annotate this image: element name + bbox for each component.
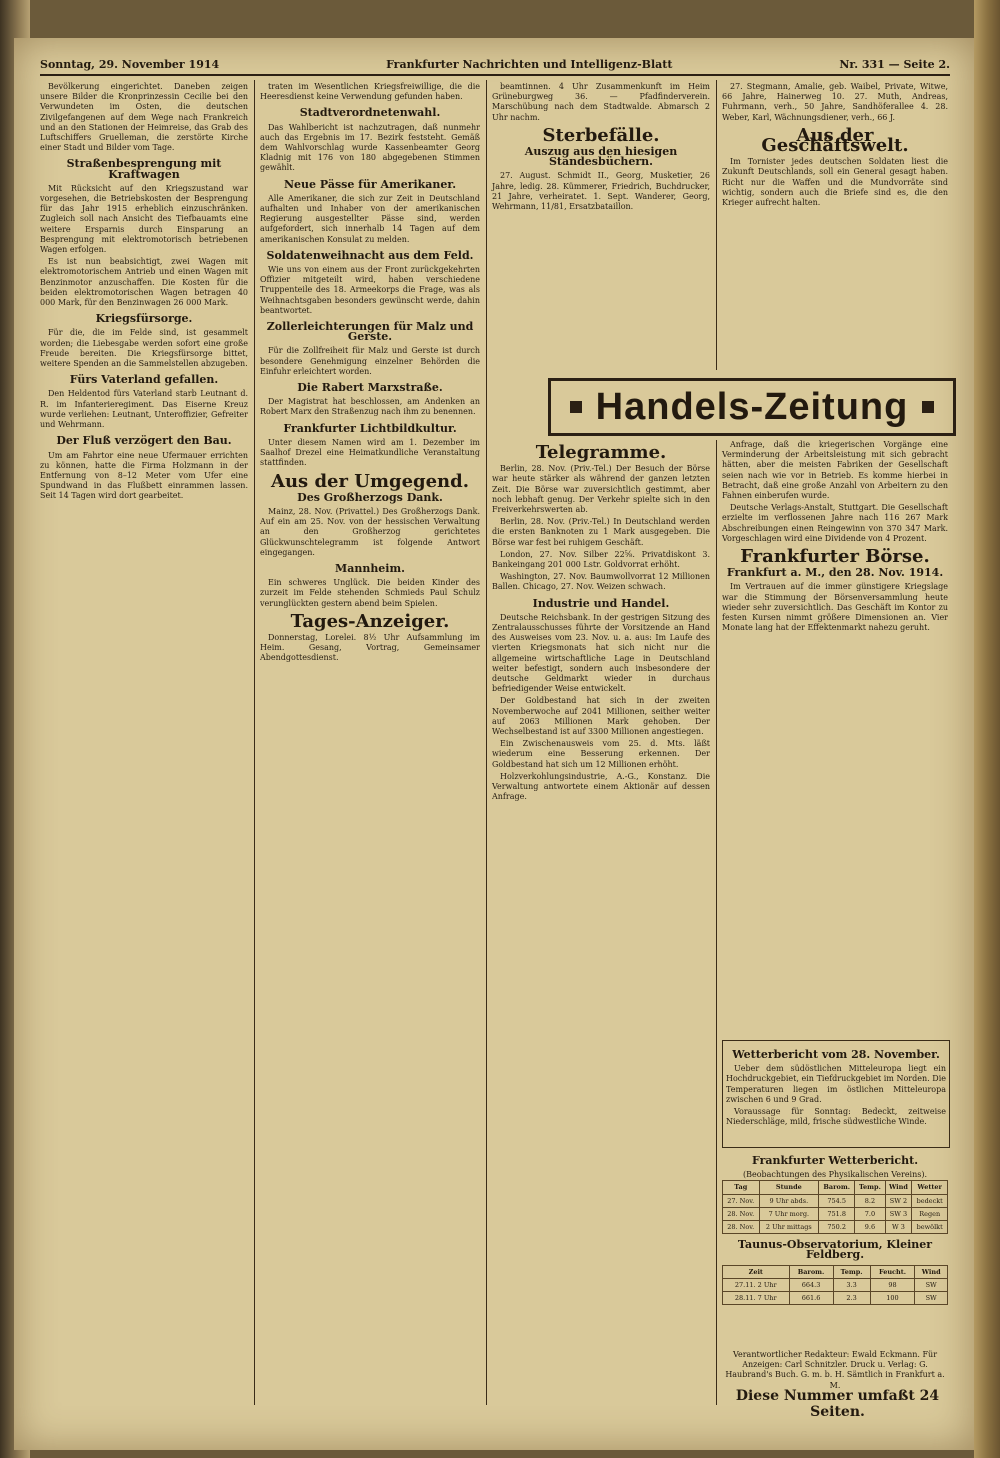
taunus-table-header-cell: Barom. xyxy=(789,1265,833,1278)
section-heading-umgegend: Aus der Umgegend. xyxy=(271,470,469,492)
weather-forecast: Voraussage für Sonntag: Bedeckt, zeitweise Niederschläge, mild, frische südwestliche Winde. xyxy=(726,1107,946,1127)
weather-table-cell: 2 Uhr mittags xyxy=(759,1221,819,1234)
weather-report-box xyxy=(722,1040,950,1148)
col2-heading: Soldatenweihnacht aus dem Feld. xyxy=(266,248,474,262)
col2-paragraph: Donnerstag, Lorelei. 8½ Uhr Aufsammlung im Heim. Gesang, Vortrag, Gemeinsamer Abendgottesdienst. xyxy=(260,632,480,663)
col4-paragraph: Im Tornister jedes deutschen Soldaten liest die Zukunft Deutschlands, soll ein General gesagt haben. Richt nur die Waffen und die Mundvorräte sind wichtig, sondern auch die Briefe sind es, die den Krieger aufrecht halten. xyxy=(722,157,948,208)
col2-heading: Die Rabert Marxstraße. xyxy=(297,381,443,395)
taunus-table-header-cell: Wind xyxy=(915,1265,948,1278)
weather-table-cell: W 3 xyxy=(885,1221,912,1234)
col2-paragraph: Unter diesem Namen wird am 1. Dezember im Saalhof Drezel eine Heimatkundliche Veranstaltung stattfinden. xyxy=(260,437,480,468)
weather-table-cell: 28. Nov. xyxy=(723,1221,760,1234)
col5-paragraph: Berlin, 28. Nov. (Priv.-Tel.) Der Besuch der Börse war heute stärker als während der ganzen letzten Zeit. Die Börse war zuversichtlich gestimmt, aber noch lebhaft genug. Der Verkehr spielte sich in den Freiverkehrswerten ab. xyxy=(492,464,710,515)
taunus-table-cell: 27.11. 2 Uhr xyxy=(723,1278,790,1291)
column-4 xyxy=(722,82,948,372)
column-1 xyxy=(40,82,248,1402)
section-heading-sterbefaelle: Sterbefälle. xyxy=(542,124,660,146)
col2-paragraph: Alle Amerikaner, die sich zur Zeit in Deutschland aufhalten und Inhaber von der amerikanischen Regierung ausgestellter Pässe sind, werden aufgefordert, sich innerhalb 14 Tagen auf dem amerikanischen Konsulat zu melden. xyxy=(260,193,480,244)
column-rule xyxy=(486,80,487,1405)
taunus-table-row xyxy=(723,1278,948,1291)
weather-table-header-cell: Wetter xyxy=(912,1181,948,1194)
weather-table-cell: 8.2 xyxy=(855,1194,885,1207)
weather-table-cell: 751.8 xyxy=(819,1207,855,1220)
banner-title: Handels-Zeitung xyxy=(595,385,909,428)
column-2 xyxy=(260,82,480,1402)
taunus-table-header-cell: Zeit xyxy=(723,1265,790,1278)
col1-paragraph: Mit Rücksicht auf den Kriegszustand war vorgesehen, die Betriebskosten der Besprengung für das Jahr 1915 erheblich einzuschränken. Zugleich soll nach Ansicht des Tiefbauamts eine weitere Ersparnis durch Einsparung an Besprengung mit elektromotorisch betriebenen Wagen erfolgen. xyxy=(40,183,248,255)
taunus-table-row xyxy=(723,1292,948,1305)
col2-paragraph: Das Wahlbericht ist nachzutragen, daß nunmehr auch das Ergebnis im 17. Bezirk feststeht. Gemäß dem Wahlvorschlag wurde Kassenbeamter Georg Kladnig mit 176 von 180 abgegebenen Stimmen gewählt. xyxy=(260,122,480,173)
taunus-table-cell: 100 xyxy=(870,1292,915,1305)
col2-paragraph: Für die Zollfreiheit für Malz und Gerste ist durch besondere Genehmigung einzelner Behörden die Einfuhr erleichtert worden. xyxy=(260,346,480,376)
col1-heading: Der Fluß verzögert den Bau. xyxy=(56,434,232,448)
column-5 xyxy=(492,440,710,1405)
weather-station-section xyxy=(722,1150,948,1303)
col6-paragraph: Deutsche Verlags-Anstalt, Stuttgart. Die Gesellschaft erzielte im verflossenen Jahre nach 116 267 Mark Abschreibungen einen Reingewinn von 370 347 Mark. Vorgeschlagen wird eine Dividende von 4 Prozent. xyxy=(722,503,948,543)
weather-table-cell: 750.2 xyxy=(819,1221,855,1234)
weather-table-header-cell: Wind xyxy=(885,1181,912,1194)
weather-table-row xyxy=(723,1221,948,1234)
page-header xyxy=(40,58,950,76)
col6-paragraph: Im Vertrauen auf die immer günstigere Kriegslage war die Stimmung der Börsenversammlung heute wieder sehr zuversichtlich. Das Geschäft im Kontor zu festen Kursen nimmt größere Dimensionen an. Vier Monate lang hat der Effektenmarkt nahezu geruht. xyxy=(722,582,948,633)
col5-paragraph: Der Goldbestand hat sich in der zweiten Novemberwoche auf 2041 Millionen, seither weiter auf 2063 Millionen Mark gehoben. Der Wechselbestand ist auf 3300 Millionen angestiegen. xyxy=(492,696,710,737)
section-heading-tagesanzeiger: Tages-Anzeiger. xyxy=(290,610,450,632)
taunus-table-cell: 2.3 xyxy=(833,1292,870,1305)
column-3 xyxy=(492,82,710,372)
col2-paragraph: Mainz, 28. Nov. (Privattel.) Des Großherzogs Dank. Auf ein am 25. Nov. von der hessischen Verwaltung an den Großherzog gerichtetes Glückwunschtelegramm ist folgende Antwort eingegangen. xyxy=(260,506,480,557)
taunus-heading: Taunus-Observatorium, Kleiner Feldberg. xyxy=(737,1238,933,1262)
weather-table-cell: 9 Uhr abds. xyxy=(759,1194,819,1207)
col6-paragraph: Anfrage, daß die kriegerischen Vorgänge eine Verminderung der Arbeitsleistung mit sich gebracht hätten, aber die meisten Fabriken der Gesellschaft seien nach wie vor in Betrieb. Es komme hierbei in Betracht, daß eine große Anzahl von Arbeitern zu den Fahnen einberufen wurde. xyxy=(722,440,948,501)
editor-line: Verantwortlicher Redakteur: Ewald Eckmann. Für Anzeigen: Carl Schnitzler. Druck u. Verlag: G. Haubrand's Buch. G. m. b. H. Sämtlich in Frankfurt a. M. xyxy=(725,1350,945,1390)
col1-heading: Kriegsfürsorge. xyxy=(95,312,193,326)
col5-heading: Industrie und Handel. xyxy=(532,596,670,610)
page-edge xyxy=(974,0,1000,1458)
weather-body: Ueber dem südöstlichen Mitteleuropa liegt ein Hochdruckgebiet, ein Tiefdruckgebiet im Norden. Die Temperaturen liegen im östlichen Mitteleuropa zwischen 6 und 9 Grad. xyxy=(726,1064,946,1104)
station-heading: Frankfurter Wetterbericht. xyxy=(751,1154,919,1167)
column-rule xyxy=(716,440,717,1405)
weather-table-cell: 754.5 xyxy=(819,1194,855,1207)
header-title: Frankfurter Nachrichten und Intelligenz-Blatt xyxy=(386,58,673,71)
col5-paragraph: Deutsche Reichsbank. In der gestrigen Sitzung des Zentralausschusses führte der Vorsitzende an Hand des Ausweises vom 23. Nov. u. a. aus: Im Laufe des vierten Kriegsmonats hat sich nicht nur die allgemeine wirtschaftliche Lage in Deutschland weiter befestigt, sondern auch insbesondere der deutsche Geldmarkt wieder in durchaus befriedigender Weise entwickelt. xyxy=(492,612,710,694)
taunus-table xyxy=(722,1265,948,1306)
weather-table-cell: 28. Nov. xyxy=(723,1207,760,1220)
col5-paragraph: Ein Zwischenausweis vom 25. d. Mts. läßt wiederum eine Besserung erkennen. Der Goldbestand hat sich um 12 Millionen erhöht. xyxy=(492,739,710,769)
weather-table-row xyxy=(723,1207,948,1220)
weather-table-header-cell: Tag xyxy=(723,1181,760,1194)
taunus-table-header-cell: Temp. xyxy=(833,1265,870,1278)
weather-table-cell: SW 3 xyxy=(885,1207,912,1220)
taunus-table-cell: 3.3 xyxy=(833,1278,870,1291)
col1-paragraph: Es ist nun beabsichtigt, zwei Wagen mit elektromotorischem Antrieb und einen Wagen mit Benzinmotor anzuschaffen. Die Kosten für die beiden elektromotorischen Wagen betragen 40 000 Mark, für den Benzinwagen 26 000 Mark. xyxy=(40,257,248,308)
weather-table-cell: SW 2 xyxy=(885,1194,912,1207)
weather-table-cell: bedeckt xyxy=(912,1194,948,1207)
taunus-table-cell: 98 xyxy=(870,1278,915,1291)
col4-intro: 27. Stegmann, Amalie, geb. Waibel, Private, Witwe, 66 Jahre, Hainerweg 10. 27. Muth, Andreas, Fuhrmann, verh., 50 Jahre, Sandhöferallee 4. 28. Weber, Karl, Wächnungsdiener, verh., 66 J. xyxy=(722,82,948,122)
imprint xyxy=(722,1350,948,1390)
col2-heading: Stadtverordnetenwahl. xyxy=(299,106,441,120)
col5-paragraph: Berlin, 28. Nov. (Priv.-Tel.) In Deutschland werden die ersten Banknoten zu 1 Mark ausgegeben. Die Börse war fest bei ruhigem Geschäft. xyxy=(492,517,710,547)
taunus-table-cell: 661.6 xyxy=(789,1292,833,1305)
col1-paragraph: Für die, die im Felde sind, ist gesammelt worden; die Liebesgabe werden sofort eine große Freude bereiten. Die Kriegsfürsorge bittet, weitere Spenden an die Sammelstellen abzugeben. xyxy=(40,328,248,369)
section-heading-boerse: Frankfurter Börse. xyxy=(740,546,930,568)
weather-table xyxy=(722,1180,948,1234)
col2-subheading: Des Großherzogs Dank. xyxy=(297,490,443,504)
header-date: Sonntag, 29. November 1914 xyxy=(40,58,220,71)
section-heading-telegramme: Telegramme. xyxy=(535,442,667,463)
col5-paragraph: Holzverkohlungsindustrie, A.-G., Konstanz. Die Verwaltung antwortete einem Aktionär auf dessen Anfrage. xyxy=(492,771,710,802)
col2-paragraph: Der Magistrat hat beschlossen, am Andenken an Robert Marx den Straßenzug nach ihm zu benennen. xyxy=(260,397,480,417)
col1-paragraph: Um am Fahrtor eine neue Ufermauer errichten zu können, hatte die Firma Holzmann in der Entfernung von 8–12 Meter vom Ufer eine Spundwand in das Flußbett einrammen lassen. Seit 14 Tagen wird dort gearbeitet. xyxy=(40,450,248,501)
col6-subheading: Frankfurt a. M., den 28. Nov. 1914. xyxy=(726,566,944,580)
col1-heading: Straßenbesprengung mit Kraftwagen xyxy=(66,157,222,181)
col2-heading: Neue Pässe für Amerikaner. xyxy=(283,177,457,191)
handels-zeitung-banner xyxy=(548,378,956,436)
col2-heading: Frankfurter Lichtbildkultur. xyxy=(283,421,457,435)
station-subheading: (Beobachtungen des Physikalischen Vereins). xyxy=(742,1170,928,1180)
taunus-table-header-cell: Feucht. xyxy=(870,1265,915,1278)
column-rule xyxy=(716,80,717,370)
taunus-table-cell: SW xyxy=(915,1278,948,1291)
taunus-table-cell: 28.11. 7 Uhr xyxy=(723,1292,790,1305)
col2-paragraph: Ein schweres Unglück. Die beiden Kinder des zurzeit im Felde stehenden Schmieds Paul Schulz verunglückten gestern abend beim Spielen. xyxy=(260,578,480,608)
weather-heading: Wetterbericht vom 28. November. xyxy=(732,1048,940,1061)
weather-table-header-cell: Temp. xyxy=(855,1181,885,1194)
section-heading-geschaeftswelt: Aus der Geschäftswelt. xyxy=(761,124,909,157)
col3-paragraph: 27. August. Schmidt II., Georg, Musketier, 26 Jahre, ledig. 28. Kümmerer, Friedrich, Buchdrucker, 21 Jahre, verheiratet. 1. Sept. Wanderer, Georg, Wehrmann, 11/81, Ersatzbataillon. xyxy=(492,171,710,212)
weather-table-cell: 7.0 xyxy=(855,1207,885,1220)
banner-ornament xyxy=(922,401,934,413)
weather-table-cell: Regen xyxy=(912,1207,948,1220)
col1-paragraph: Den Heldentod fürs Vaterland starb Leutnant d. R. im Infanterieregiment. Das Eiserne Kreuz wurde verliehen: Leutnant, Unteroffizier, Gefreiter und Wehrmann. xyxy=(40,389,248,430)
col2-paragraph: Wie uns von einem aus der Front zurückgekehrten Offizier mitgeteilt wird, haben verschiedene Truppenteile des 18. Armeekorps die Frage, was als Weihnachtsgaben besonders gewünscht werde, dahin beantwortet. xyxy=(260,265,480,315)
weather-table-header-cell: Barom. xyxy=(819,1181,855,1194)
col1-heading: Fürs Vaterland gefallen. xyxy=(69,373,219,387)
column-6 xyxy=(722,440,948,740)
col2-heading: Mannheim. xyxy=(335,561,405,575)
taunus-table-cell: 664.3 xyxy=(789,1278,833,1291)
column-rule xyxy=(254,80,255,1405)
col5-paragraph: London, 27. Nov. Silber 22⅝. Privatdiskont 3. Bankeingang 201 000 Lstr. Goldvorrat erhöht. xyxy=(492,549,710,570)
weather-table-cell: 9.6 xyxy=(855,1221,885,1234)
col3-subheading: Auszug aus den hiesigen Standesbüchern. xyxy=(524,145,678,169)
page-count-note: Diese Nummer umfaßt 24 Seiten. xyxy=(735,1388,940,1420)
banner-ornament xyxy=(570,401,582,413)
col2-intro: traten im Wesentlichen Kriegsfreiwillige, die die Heeresdienst keine Verwendung gefunden haben. xyxy=(260,82,480,102)
col2-heading: Zollerleichterungen für Malz und Gerste. xyxy=(266,320,474,344)
weather-table-row xyxy=(723,1194,948,1207)
col3-intro: beamtinnen. 4 Uhr Zusammenkunft im Heim Grüneburgweg 36. — Pfadfinderverein. Marschübung nach dem Stadtwalde. Abmarsch 2 Uhr nachm. xyxy=(492,82,710,122)
col5-paragraph: Washington, 27. Nov. Baumwollvorrat 12 Millionen Ballen. Chicago, 27. Nov. Weizen schwach. xyxy=(492,572,710,592)
weather-table-cell: 7 Uhr morg. xyxy=(759,1207,819,1220)
col1-intro: Bevölkerung eingerichtet. Daneben zeigen unsere Bilder die Kronprinzessin Cecilie bei den Verwundeten im Osten, die deutschen Zivilgefangenen auf dem Wege nach Frankreich und an den Stationen der Heimreise, das Grab des Luftschiffers Gruelleman, die zerstörte Kirche einer Stadt und Bilder vom Tage. xyxy=(40,82,248,153)
weather-table-header-cell: Stunde xyxy=(759,1181,819,1194)
taunus-table-cell: SW xyxy=(915,1292,948,1305)
header-page: Nr. 331 — Seite 2. xyxy=(839,58,950,71)
weather-table-cell: bewölkt xyxy=(912,1221,948,1234)
weather-table-cell: 27. Nov. xyxy=(723,1194,760,1207)
